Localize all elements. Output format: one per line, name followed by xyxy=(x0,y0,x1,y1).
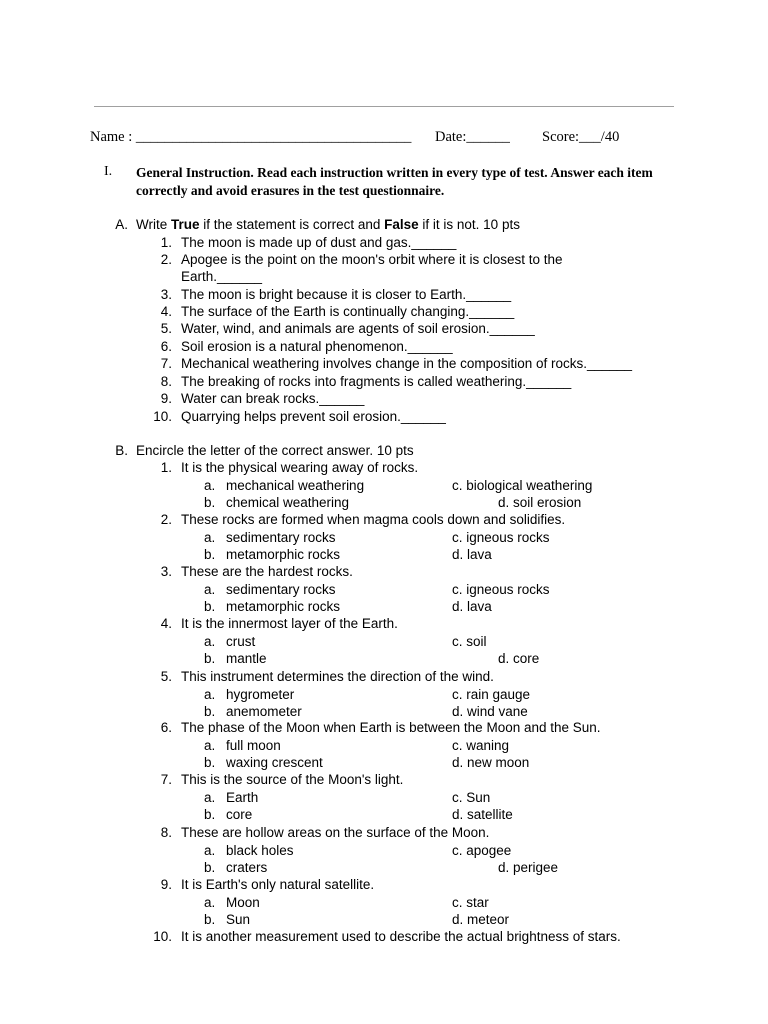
option-b-letter: b. xyxy=(204,912,216,927)
part-a-item: The surface of the Earth is continually changing.______ xyxy=(181,304,515,319)
part-a-heading-post: if it is not. 10 pts xyxy=(418,217,520,232)
option-a: Earth xyxy=(226,790,259,805)
option-d: d. new moon xyxy=(452,755,530,770)
option-a-letter: a. xyxy=(204,895,216,910)
option-b-letter: b. xyxy=(204,495,216,510)
part-a-item: The moon is bright because it is closer to Earth.______ xyxy=(181,287,512,302)
option-c: c. star xyxy=(452,895,489,910)
option-c: c. biological weathering xyxy=(452,478,593,493)
option-b: waxing crescent xyxy=(226,755,323,770)
option-b: Sun xyxy=(226,912,251,927)
question-text: These rocks are formed when magma cools down and solidifies. xyxy=(181,512,566,527)
part-a-heading-mid: if the statement is correct and xyxy=(199,217,385,232)
option-a: mechanical weathering xyxy=(226,478,365,493)
option-a-letter: a. xyxy=(204,738,216,753)
part-a-item-number: 10. xyxy=(153,409,172,424)
option-a-letter: a. xyxy=(204,687,216,702)
date-field: Date:______ xyxy=(435,129,510,145)
part-a-item-number: 8. xyxy=(160,374,172,389)
option-c: c. igneous rocks xyxy=(452,530,550,545)
question-text: It is Earth's only natural satellite. xyxy=(181,877,375,892)
part-a-item-number: 5. xyxy=(160,321,172,336)
question-text: It is another measurement used to describe the actual brightness of stars. xyxy=(181,929,621,944)
part-a-heading xyxy=(136,216,520,233)
option-a: Moon xyxy=(226,895,260,910)
part-a-item-number: 4. xyxy=(160,304,172,319)
general-instruction: General Instruction. Read each instruction written in every type of test. Answer each item correctly and avoid erasures in the test questionnaire. xyxy=(136,165,653,198)
option-b: metamorphic rocks xyxy=(226,599,341,614)
option-b: anemometer xyxy=(226,704,302,719)
option-b-letter: b. xyxy=(204,755,216,770)
option-b-letter: b. xyxy=(204,547,216,562)
part-a-item-number: 6. xyxy=(160,339,172,354)
part-a-heading-pre: Write xyxy=(136,217,172,232)
question-text: These are the hardest rocks. xyxy=(181,564,353,579)
option-a-letter: a. xyxy=(204,478,216,493)
part-a-item: The moon is made up of dust and gas.______ xyxy=(181,235,457,250)
option-d: d. meteor xyxy=(452,912,510,927)
part-a-item: Water, wind, and animals are agents of soil erosion.______ xyxy=(181,321,535,336)
name-field: Name : ______________________________________ xyxy=(90,129,412,145)
option-b: mantle xyxy=(226,651,267,666)
option-d: d. soil erosion xyxy=(498,495,582,510)
option-c: c. apogee xyxy=(452,843,512,858)
option-a-letter: a. xyxy=(204,843,216,858)
part-a-heading-true-word: True xyxy=(171,217,200,232)
option-d: d. wind vane xyxy=(452,704,528,719)
option-c: c. Sun xyxy=(452,790,491,805)
part-a-item: Quarrying helps prevent soil erosion.______ xyxy=(181,409,446,424)
question-number: 6. xyxy=(160,720,172,735)
option-a-letter: a. xyxy=(204,582,216,597)
question-number: 9. xyxy=(160,877,172,892)
question-number: 8. xyxy=(160,825,172,840)
question-number: 2. xyxy=(160,512,172,527)
part-a-item-number: 7. xyxy=(160,356,172,371)
option-b-letter: b. xyxy=(204,704,216,719)
option-b: craters xyxy=(226,860,268,875)
part-a-item: Earth.______ xyxy=(181,269,263,284)
option-d: d. perigee xyxy=(498,860,559,875)
option-a: hygrometer xyxy=(226,687,295,702)
option-c: c. rain gauge xyxy=(452,687,531,702)
part-a-letter: A. xyxy=(115,217,128,232)
option-c: c. igneous rocks xyxy=(452,582,550,597)
question-number: 10. xyxy=(153,929,172,944)
part-a-item: Soil erosion is a natural phenomenon.______ xyxy=(181,339,453,354)
option-d: d. lava xyxy=(452,547,492,562)
option-a: crust xyxy=(226,634,256,649)
option-b-letter: b. xyxy=(204,599,216,614)
option-a-letter: a. xyxy=(204,530,216,545)
section-number: I. xyxy=(104,164,113,179)
question-text: It is the innermost layer of the Earth. xyxy=(181,616,398,631)
option-a-letter: a. xyxy=(204,634,216,649)
question-text: This is the source of the Moon's light. xyxy=(181,772,404,787)
option-a: sedimentary rocks xyxy=(226,530,336,545)
part-b-letter: B. xyxy=(115,443,128,458)
top-divider xyxy=(94,106,674,107)
part-a-item-number: 9. xyxy=(160,391,172,406)
question-number: 1. xyxy=(160,460,172,475)
question-text: It is the physical wearing away of rocks. xyxy=(181,460,419,475)
option-b: core xyxy=(226,807,253,822)
part-b-heading: Encircle the letter of the correct answer. 10 pts xyxy=(136,443,414,458)
part-a-item: Apogee is the point on the moon's orbit where it is closest to the xyxy=(181,252,563,267)
option-b: metamorphic rocks xyxy=(226,547,341,562)
option-d: d. lava xyxy=(452,599,492,614)
part-a-heading-false-word: False xyxy=(384,217,419,232)
part-a-item: Water can break rocks.______ xyxy=(181,391,365,406)
option-b-letter: b. xyxy=(204,807,216,822)
option-d: d. satellite xyxy=(452,807,513,822)
question-number: 3. xyxy=(160,564,172,579)
question-text: The phase of the Moon when Earth is between the Moon and the Sun. xyxy=(181,720,601,735)
option-a-letter: a. xyxy=(204,790,216,805)
question-text: These are hollow areas on the surface of the Moon. xyxy=(181,825,490,840)
option-d: d. core xyxy=(498,651,540,666)
option-b-letter: b. xyxy=(204,860,216,875)
question-text: This instrument determines the direction of the wind. xyxy=(181,669,494,684)
part-a-item-number: 3. xyxy=(160,287,172,302)
question-number: 4. xyxy=(160,616,172,631)
option-a: sedimentary rocks xyxy=(226,582,336,597)
part-a-item-number: 2. xyxy=(160,252,172,267)
score-field: Score:___/40 xyxy=(542,129,620,145)
option-a: black holes xyxy=(226,843,294,858)
option-b-letter: b. xyxy=(204,651,216,666)
option-c: c. waning xyxy=(452,738,510,753)
question-number: 5. xyxy=(160,669,172,684)
option-a: full moon xyxy=(226,738,281,753)
part-a-item: The breaking of rocks into fragments is called weathering.______ xyxy=(181,374,572,389)
question-number: 7. xyxy=(160,772,172,787)
part-a-item: Mechanical weathering involves change in the composition of rocks.______ xyxy=(181,356,633,371)
part-a-item-number: 1. xyxy=(160,235,172,250)
option-b: chemical weathering xyxy=(226,495,350,510)
option-c: c. soil xyxy=(452,634,487,649)
